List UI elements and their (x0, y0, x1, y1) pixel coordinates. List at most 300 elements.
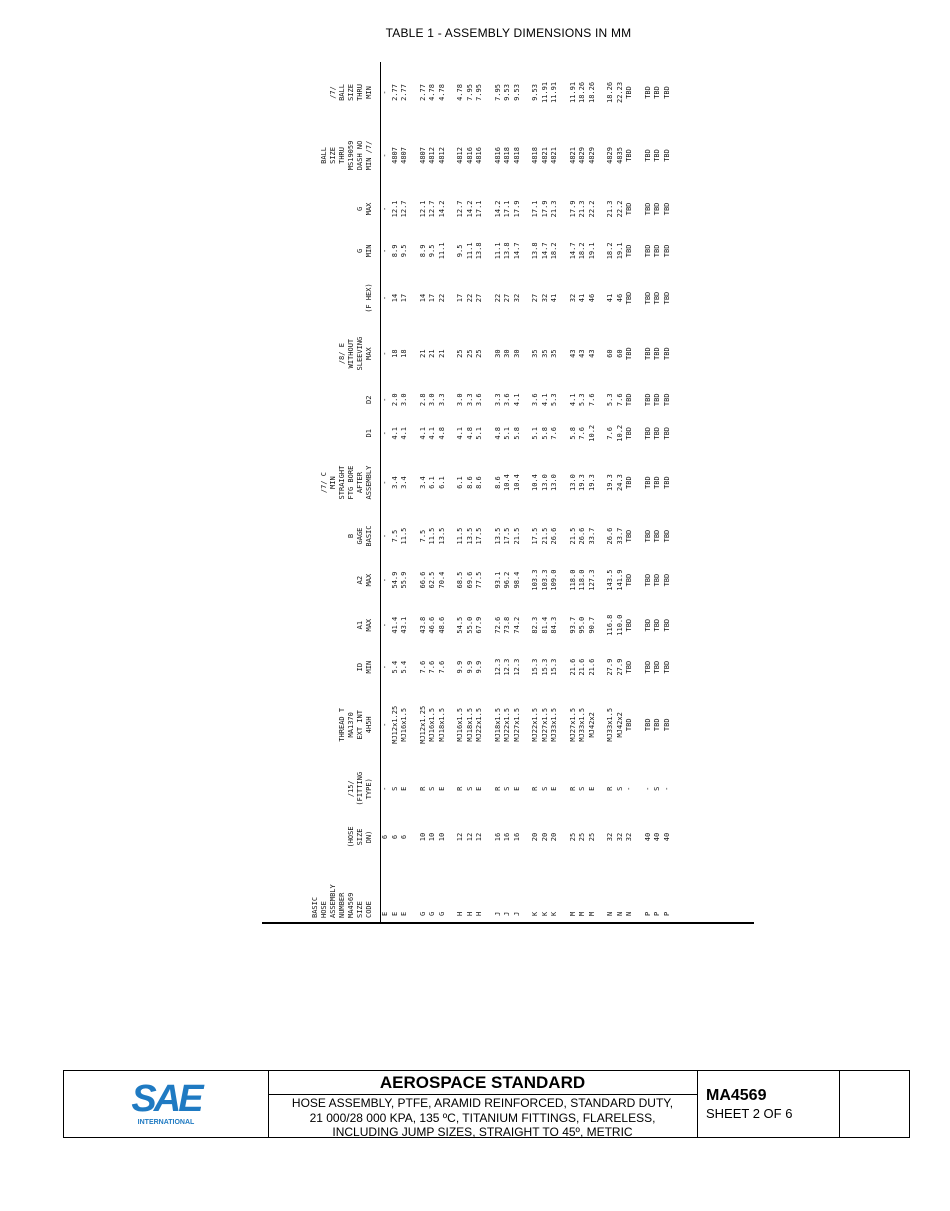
table-cell: 16 (503, 832, 511, 842)
table-row (531, 62, 541, 924)
table-cell: 73.8 (503, 616, 511, 634)
table-cell: 13.8 (475, 242, 483, 260)
table-cell: TBD (662, 618, 671, 632)
table-cell: 16 (512, 832, 521, 842)
table-cell: TBD (625, 244, 633, 258)
table-cell: 10.2 (587, 424, 596, 442)
description-line-3: INCLUDING JUMP SIZES, STRAIGHT TO 45º, METRIC (332, 1125, 633, 1139)
table-cell: 5.8 (540, 426, 549, 440)
table-row (616, 62, 626, 924)
table-cell: M (587, 911, 596, 916)
table-row (438, 62, 448, 924)
table-cell: 4812 (437, 147, 446, 164)
table-cell: TBD (643, 291, 652, 305)
table-cell: 3.6 (531, 393, 539, 407)
table-cell: TBD (662, 347, 671, 360)
table-cell: S (390, 786, 399, 791)
table-cell: 74.2 (512, 616, 521, 634)
table-cell: 10.2 (615, 424, 624, 442)
table-cell: MJ16x1.5 (428, 707, 436, 742)
table-cell: 27.9 (606, 658, 614, 676)
table-row (541, 62, 551, 924)
table-cell: 25 (587, 832, 596, 842)
table-cell: 3.4 (400, 476, 408, 489)
table-cell: 12 (465, 832, 474, 842)
table-cell: 32 (615, 832, 624, 842)
table-cell: 4829 (578, 147, 586, 164)
table-cell: TBD (653, 660, 661, 674)
description-line-2: 21 000/28 000 KPA, 135 ºC, TITANIUM FITTINGS, FLARELESS, (309, 1110, 656, 1125)
table-cell: 93.1 (493, 571, 502, 589)
table-cell: - (381, 206, 389, 212)
table-cell: 32 (540, 293, 549, 303)
table-cell: 17.9 (512, 200, 521, 218)
table-row (644, 62, 654, 924)
table-cell: 4812 (428, 147, 436, 164)
group-spacer (522, 62, 531, 924)
table-cell: MJ12x1.25 (418, 705, 427, 744)
group-spacer (560, 62, 569, 924)
table-cell: MJ18x1.5 (465, 707, 474, 742)
table-cell: 6 (400, 834, 408, 840)
table-cell: MJ33x1.5 (578, 707, 586, 742)
table-cell: 43 (568, 349, 577, 358)
table-cell: 82.3 (531, 616, 539, 634)
table-cell: 11.1 (493, 242, 502, 260)
table-cell: 4.1 (456, 426, 464, 440)
table-cell: TBD (662, 149, 671, 162)
table-cell: H (465, 911, 474, 916)
table-cell: 22 (437, 293, 446, 303)
column-header: /15/ (FITTING TYPE) (262, 763, 381, 815)
table-cell: 41 (550, 293, 558, 303)
table-cell: 9.9 (465, 660, 474, 674)
table-cell: E (400, 911, 408, 916)
table-cell: 12 (456, 832, 464, 842)
table-cell: S (578, 786, 586, 791)
table-cell: TBD (643, 347, 652, 360)
table-cell: 5.3 (606, 393, 614, 407)
table-cell: 3.3 (437, 393, 446, 407)
table-cell: M (578, 911, 586, 916)
table-cell: 17.5 (531, 527, 539, 545)
table-cell: 4818 (503, 147, 511, 164)
table-cell: 95.0 (578, 616, 586, 634)
table-cell: 4.78 (437, 84, 446, 101)
table-cell: 21.3 (606, 200, 614, 218)
table-cell: 25 (475, 349, 483, 358)
table-cell: - (381, 533, 389, 539)
table-cell: 21.3 (578, 200, 586, 218)
column-header: A1 MAX (262, 603, 381, 647)
column-header: ID MIN (262, 647, 381, 687)
table-cell: - (381, 431, 389, 436)
table-cell: 8.9 (418, 244, 427, 258)
table-cell: 32 (606, 832, 614, 842)
table-cell: 93.7 (568, 616, 577, 634)
table-row (475, 62, 485, 924)
assembly-dimensions-table-rotated (262, 62, 754, 924)
table-left-rule (262, 922, 754, 924)
table-cell: 62.5 (428, 571, 436, 589)
table-cell: 13.0 (550, 474, 558, 491)
table-cell: 12.1 (390, 200, 399, 218)
table-cell: 4.1 (512, 393, 521, 407)
table-cell: 13.0 (540, 474, 549, 491)
table-cell: 7.95 (475, 84, 483, 101)
table-cell: 10.4 (512, 474, 521, 491)
table-cell: S (615, 786, 624, 791)
table-cell: 5.1 (531, 426, 539, 440)
table-cell: 21.5 (568, 527, 577, 545)
table-cell: G (437, 911, 446, 916)
table-cell: TBD (625, 660, 633, 674)
table-cell: E (437, 786, 446, 791)
table-cell: H (475, 911, 483, 916)
table-cell: R (418, 786, 427, 791)
table-row (400, 62, 410, 924)
table-cell: 118.0 (568, 569, 577, 591)
table-cell: 19.3 (606, 474, 614, 491)
table-cell: E (587, 786, 596, 791)
table-cell: MJ27x1.5 (540, 707, 549, 742)
column-header: A2 MAX (262, 557, 381, 603)
table-cell: 15.3 (550, 658, 558, 676)
table-cell: 7.6 (615, 393, 624, 407)
table-cell: 21.6 (578, 658, 586, 676)
table-cell: TBD (625, 202, 633, 216)
table-cell: S (465, 786, 474, 791)
table-cell: 17 (428, 293, 436, 303)
table-cell: 54.5 (456, 616, 464, 634)
table-cell: 110.0 (615, 614, 624, 636)
table-cell: 12.7 (428, 200, 436, 218)
table-cell: P (653, 911, 661, 916)
table-cell: 9.53 (503, 84, 511, 101)
table-cell: 68.5 (456, 571, 464, 589)
table-cell: 17.1 (503, 200, 511, 218)
table-cell: TBD (662, 529, 671, 543)
table-cell: 7.6 (578, 426, 586, 440)
standard-title: AEROSPACE STANDARD (268, 1071, 697, 1095)
table-cell: 5.4 (400, 660, 408, 674)
table-cell: - (381, 480, 389, 485)
table-cell: TBD (643, 426, 652, 440)
table-cell: 84.3 (550, 616, 558, 634)
table-cell: TBD (662, 476, 671, 489)
table-cell: 4816 (493, 147, 502, 164)
table-cell: M (568, 911, 577, 916)
column-header: /7/ C MIN STRAIGHT FTG BORE AFTER ASSEMBLY (262, 450, 381, 515)
table-cell: 109.0 (550, 569, 558, 591)
group-spacer (410, 62, 419, 924)
table-cell: E (475, 786, 483, 791)
table-cell: 98.4 (512, 571, 521, 589)
table-cell: 12.3 (493, 658, 502, 676)
table-cell: MJ42x2 (587, 712, 596, 738)
table-cell: TBD (625, 86, 633, 99)
table-cell: 12.7 (400, 200, 408, 218)
table-cell: 9.5 (428, 244, 436, 258)
table-cell: 127.3 (587, 569, 596, 591)
table-cell: 10 (428, 832, 436, 842)
table-cell: 4821 (550, 147, 558, 164)
table-cell: TBD (653, 86, 661, 99)
document-number: MA4569 (706, 1087, 767, 1104)
table-cell: 17 (456, 293, 464, 303)
table-cell: 16 (493, 832, 502, 842)
table-cell: TBD (662, 291, 671, 305)
table-cell: K (550, 911, 558, 916)
table-cell: R (456, 786, 464, 791)
table-cell: 4812 (456, 147, 464, 164)
table-cell: 21.6 (568, 658, 577, 676)
table-cell: TBD (643, 529, 652, 543)
table-cell: TBD (662, 393, 671, 407)
table-cell: S (428, 786, 436, 791)
table-cell: R (493, 786, 502, 791)
table-cell: 48.6 (437, 616, 446, 634)
table-cell: 6.1 (456, 476, 464, 489)
table-cell: 7.6 (587, 393, 596, 407)
table-cell: E (550, 786, 558, 791)
table-cell: 22 (465, 293, 474, 303)
table-cell: 4835 (615, 147, 624, 164)
table-cell: TBD (643, 202, 652, 216)
column-header: /8/ E WITHOUT SLEEVING MAX (262, 324, 381, 383)
table-cell: 141.9 (615, 569, 624, 591)
table-cell: TBD (643, 618, 652, 632)
table-cell: 6 (381, 834, 389, 840)
table-cell: K (531, 911, 539, 916)
table-cell: 11.1 (465, 242, 474, 260)
table-cell: 5.8 (512, 426, 521, 440)
table-cell: 15.3 (540, 658, 549, 676)
table-cell: 22.23 (615, 81, 624, 104)
table-cell: 11.91 (550, 81, 558, 104)
table-cell: 27 (503, 293, 511, 303)
table-cell: 4816 (475, 147, 483, 164)
table-cell: 8.6 (493, 476, 502, 489)
table-cell: 18.26 (587, 81, 596, 104)
svg-text:INTERNATIONAL: INTERNATIONAL (137, 1119, 195, 1126)
table-cell: 11.5 (400, 527, 408, 545)
table-cell: TBD (662, 573, 671, 587)
table-cell: 3.3 (493, 393, 502, 407)
table-cell: 8.9 (390, 244, 399, 258)
table-cell: 12.7 (456, 200, 464, 218)
table-cell: 18 (400, 349, 408, 358)
table-cell: 4807 (400, 147, 408, 164)
table-cell: 12.3 (512, 658, 521, 676)
table-cell: 41 (606, 293, 614, 303)
table-cell: E (390, 911, 399, 916)
table-cell: P (662, 911, 671, 916)
table-row (428, 62, 438, 924)
table-cell: R (531, 786, 539, 791)
table-cell: 17.9 (540, 200, 549, 218)
table-cell: 32 (625, 832, 633, 842)
table-cell: 72.6 (493, 616, 502, 634)
column-header: G MIN (262, 230, 381, 272)
table-cell: MJ18x1.5 (493, 707, 502, 742)
table-cell: 7.5 (390, 529, 399, 543)
table-cell: MJ27x1.5 (512, 707, 521, 742)
table-cell: 55.9 (400, 571, 408, 589)
table-cell: 18.2 (606, 242, 614, 260)
table-row (391, 62, 401, 924)
table-row (653, 62, 663, 924)
table-cell: 4829 (606, 147, 614, 164)
table-row (588, 62, 598, 924)
table-cell: 69.6 (465, 571, 474, 589)
table-cell: 22 (493, 293, 502, 303)
table-cell: - (381, 351, 389, 356)
revision-cell (839, 1071, 909, 1137)
table-cell: 35 (550, 349, 558, 358)
table-cell: 17.1 (475, 200, 483, 218)
table-cell: - (662, 786, 671, 791)
table-cell: 11.1 (437, 242, 446, 260)
table-row (503, 62, 513, 924)
table-row (513, 62, 523, 924)
table-cell: 14.2 (493, 200, 502, 218)
table-cell: H (456, 911, 464, 916)
table-cell: MJ33x1.5 (606, 707, 614, 742)
table-cell: 4816 (465, 147, 474, 164)
table-cell: TBD (625, 347, 633, 360)
table-cell: 11.5 (428, 527, 436, 545)
table-cell: 8.6 (465, 476, 474, 489)
table-cell: 14.2 (437, 200, 446, 218)
column-header: BASIC HOSE ASSEMBLY NUMBER MA4569 SIZE CODE (262, 859, 381, 924)
table-cell: 3.0 (428, 393, 436, 407)
table-cell: G (428, 911, 436, 916)
table-cell: TBD (625, 618, 633, 632)
table-cell: 9.9 (456, 660, 464, 674)
table-cell: 10.4 (503, 474, 511, 491)
table-cell: 4807 (418, 147, 427, 164)
table-cell: 11.5 (456, 527, 464, 545)
table-cell: 3.0 (456, 393, 464, 407)
table-cell: 3.6 (475, 393, 483, 407)
table-cell: 22.2 (587, 200, 596, 218)
table-cell: 6 (390, 834, 399, 840)
table-cell: TBD (625, 573, 633, 587)
table-cell: 27.9 (615, 658, 624, 676)
table-cell: E (381, 911, 389, 916)
table-cell: 9.53 (531, 84, 539, 101)
table-cell: 3.0 (400, 393, 408, 407)
table-cell: 35 (531, 349, 539, 358)
rotated-table-region (262, 62, 754, 924)
table-cell: 46 (615, 293, 624, 303)
table-cell: TBD (653, 149, 661, 162)
table-cell: 17.1 (531, 200, 539, 218)
table-cell: 40 (653, 832, 661, 842)
table-cell: J (493, 911, 502, 916)
table-cell: 10 (418, 832, 427, 842)
table-cell: 30 (493, 349, 502, 358)
table-cell: E (512, 786, 521, 791)
table-cell: TBD (662, 244, 671, 258)
column-header: D1 (262, 417, 381, 451)
table-cell: TBD (643, 149, 652, 162)
group-spacer (447, 62, 456, 924)
table-cell: 4.8 (465, 426, 474, 440)
table-cell: N (606, 911, 614, 916)
table-cell: 25 (465, 349, 474, 358)
assembly-dimensions-table (262, 62, 672, 924)
table-cell: - (381, 577, 389, 583)
table-cell: 90.7 (587, 616, 596, 634)
table-cell: TBD (662, 86, 671, 99)
group-spacer (635, 62, 644, 924)
table-cell: TBD (662, 202, 671, 216)
table-cell: TBD (625, 718, 633, 732)
table-cell: - (381, 248, 389, 253)
table-cell: - (381, 623, 389, 628)
table-cell: 70.4 (437, 571, 446, 589)
table-cell: 41 (578, 293, 586, 303)
table-cell: 25 (456, 349, 464, 358)
title-block (63, 1070, 910, 1138)
table-cell: - (381, 397, 389, 402)
table-cell: 14.2 (465, 200, 474, 218)
table-cell: MJ22x1.5 (531, 707, 539, 742)
table-cell: 30 (503, 349, 511, 358)
table-cell: 32 (568, 293, 577, 303)
table-cell: 17 (400, 293, 408, 303)
table-cell: 20 (550, 832, 558, 842)
table-cell: 43 (587, 349, 596, 358)
table-cell: 4.78 (428, 84, 436, 101)
table-cell: MJ27x1.5 (568, 707, 577, 742)
table-cell: 43 (578, 349, 586, 358)
table-cell: MJ16x1.5 (400, 707, 408, 742)
table-cell: 12 (475, 832, 483, 842)
table-cell: N (625, 911, 633, 916)
table-cell: 41.4 (390, 616, 399, 634)
table-cell: 46 (587, 293, 596, 303)
table-cell: 4821 (568, 147, 577, 164)
table-cell: 18.26 (606, 81, 614, 104)
table-cell: TBD (643, 86, 652, 99)
table-cell: 26.6 (606, 527, 614, 545)
table-cell: 19.3 (587, 474, 596, 491)
table-cell: 21 (437, 349, 446, 358)
table-cell: TBD (653, 529, 661, 543)
table-cell: 33.7 (587, 527, 596, 545)
table-cell: P (643, 911, 652, 916)
table-cell: 7.6 (437, 660, 446, 674)
table-cell: N (615, 911, 624, 916)
table-row (381, 62, 391, 924)
table-cell: TBD (643, 660, 652, 674)
table-cell: 2.77 (418, 84, 427, 101)
table-cell: MJ42x2 (615, 712, 624, 738)
table-cell: 25 (578, 832, 586, 842)
table-cell: 7.6 (428, 660, 436, 674)
table-cell: 12.3 (503, 658, 511, 676)
table-cell: 20 (531, 832, 539, 842)
table-cell: 21.5 (512, 527, 521, 545)
table-row (606, 62, 616, 924)
table-cell: 15.3 (531, 658, 539, 676)
table-cell: TBD (653, 291, 661, 305)
table-cell: 96.2 (503, 571, 511, 589)
table-cell: 9.53 (512, 84, 521, 101)
